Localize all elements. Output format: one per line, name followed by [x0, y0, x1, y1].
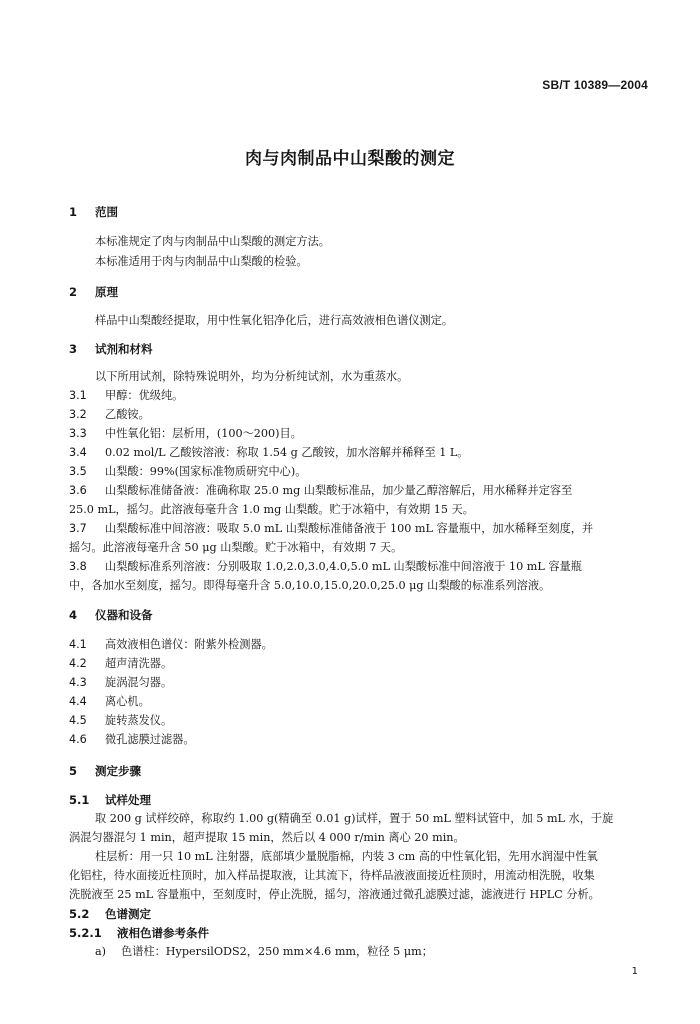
- list-item: 3.8 山梨酸标准系列溶液：分别吸取 1.0,2.0,3.0,4.0,5.0 mL 山梨酸标准中间溶液于 10 mL 容量瓶: [69, 560, 582, 573]
- page-number: 1: [631, 966, 638, 977]
- list-item: a) 色谱柱：HypersilODS2，250 mm×4.6 mm，粒径 5 μm；: [95, 945, 433, 958]
- paragraph: 本标准适用于肉与肉制品中山梨酸的检验。: [95, 255, 308, 268]
- section-1-heading: [69, 205, 118, 219]
- list-item: 4.6 微孔滤膜过滤器。: [69, 733, 195, 746]
- list-item: 4.2 超声清洗器。: [69, 657, 173, 670]
- list-item: 4.1 高效液相色谱仪：附紫外检测器。: [69, 638, 273, 651]
- subsection-5-2-1-heading: 5.2.1 液相色谱参考条件: [69, 926, 209, 940]
- list-item: 3.5 山梨酸：99%(国家标准物质研究中心)。: [69, 465, 307, 478]
- paragraph: 柱层析：用一只 10 mL 注射器，底部填少量脱脂棉，内装 3 cm 高的中性氧化铝，先用水润湿中性氧: [95, 850, 598, 863]
- standard-code: SB/T 10389—2004: [542, 78, 648, 92]
- paragraph: 样品中山梨酸经提取，用中性氧化铝净化后，进行高效液相色谱仪测定。: [95, 314, 454, 327]
- paragraph-continuation: 化铝柱，待水面接近柱顶时，加入样品提取液，让其流下，待样品液液面接近柱顶时，用流动相洗脱，收集: [69, 869, 595, 882]
- list-item-continuation: 摇匀。此溶液每毫升含 50 μg 山梨酸。贮于冰箱中，有效期 7 天。: [69, 541, 403, 554]
- section-title: 仪器和设备: [95, 608, 153, 622]
- section-2-heading: [69, 285, 118, 299]
- list-item-continuation: 中，各加水至刻度，摇匀。即得每毫升含 5.0,10.0,15.0,20.0,25.0 μg 山梨酸的标准系列溶液。: [69, 579, 551, 592]
- document-title: 肉与肉制品中山梨酸的测定: [245, 149, 455, 169]
- list-item: 3.3 中性氧化铝：层析用，(100～200)目。: [69, 427, 302, 440]
- paragraph: 以下所用试剂，除特殊说明外，均为分析纯试剂，水为重蒸水。: [95, 370, 409, 383]
- list-item: 4.3 旋涡混匀器。: [69, 676, 173, 689]
- subsection-5-1-heading: 5.1 试样处理: [69, 793, 151, 807]
- list-item: 3.6 山梨酸标准储备液：准确称取 25.0 mg 山梨酸标准品，加少量乙醇溶解后，用水稀释并定容至: [69, 484, 573, 497]
- section-5-heading: [69, 764, 141, 778]
- list-item: 3.4 0.02 mol/L 乙酸铵溶液：称取 1.54 g 乙酸铵，加水溶解并稀释至 1 L。: [69, 446, 469, 459]
- subsection-5-2-heading: 5.2 色谱测定: [69, 907, 151, 921]
- section-title: 原理: [95, 285, 118, 299]
- list-item: 3.2 乙酸铵。: [69, 408, 150, 421]
- list-item: 4.4 离心机。: [69, 695, 150, 708]
- section-number: 1: [69, 205, 78, 219]
- section-number: 3: [69, 342, 78, 356]
- list-item: 4.5 旋转蒸发仪。: [69, 714, 173, 727]
- section-title: 范围: [95, 205, 118, 219]
- paragraph: 取 200 g 试样绞碎，称取约 1.00 g(精确至 0.01 g)试样，置于 50 mL 塑料试管中，加 5 mL 水，于旋: [95, 812, 614, 825]
- list-item: 3.7 山梨酸标准中间溶液：吸取 5.0 mL 山梨酸标准储备液于 100 mL 容量瓶中，加水稀释至刻度，并: [69, 522, 594, 535]
- section-number: 5: [69, 764, 78, 778]
- list-item-continuation: 25.0 mL，摇匀。此溶液每毫升含 1.0 mg 山梨酸。贮于冰箱中，有效期 15 天。: [69, 503, 474, 516]
- list-item: 3.1 甲醇：优级纯。: [69, 389, 184, 402]
- section-3-heading: [69, 342, 153, 356]
- section-4-heading: [69, 608, 153, 622]
- section-title: 试剂和材料: [95, 342, 153, 356]
- section-title: 测定步骤: [95, 764, 141, 778]
- section-number: 4: [69, 608, 78, 622]
- paragraph-continuation: 洗脱液至 25 mL 容量瓶中，至刻度时，停止洗脱，摇匀，溶液通过微孔滤膜过滤，滤液进行 HPLC 分析。: [69, 888, 600, 901]
- paragraph: 本标准规定了肉与肉制品中山梨酸的测定方法。: [95, 235, 330, 248]
- section-number: 2: [69, 285, 78, 299]
- paragraph-continuation: 涡混匀器混匀 1 min，超声提取 15 min，然后以 4 000 r/min 离心 20 min。: [69, 831, 465, 844]
